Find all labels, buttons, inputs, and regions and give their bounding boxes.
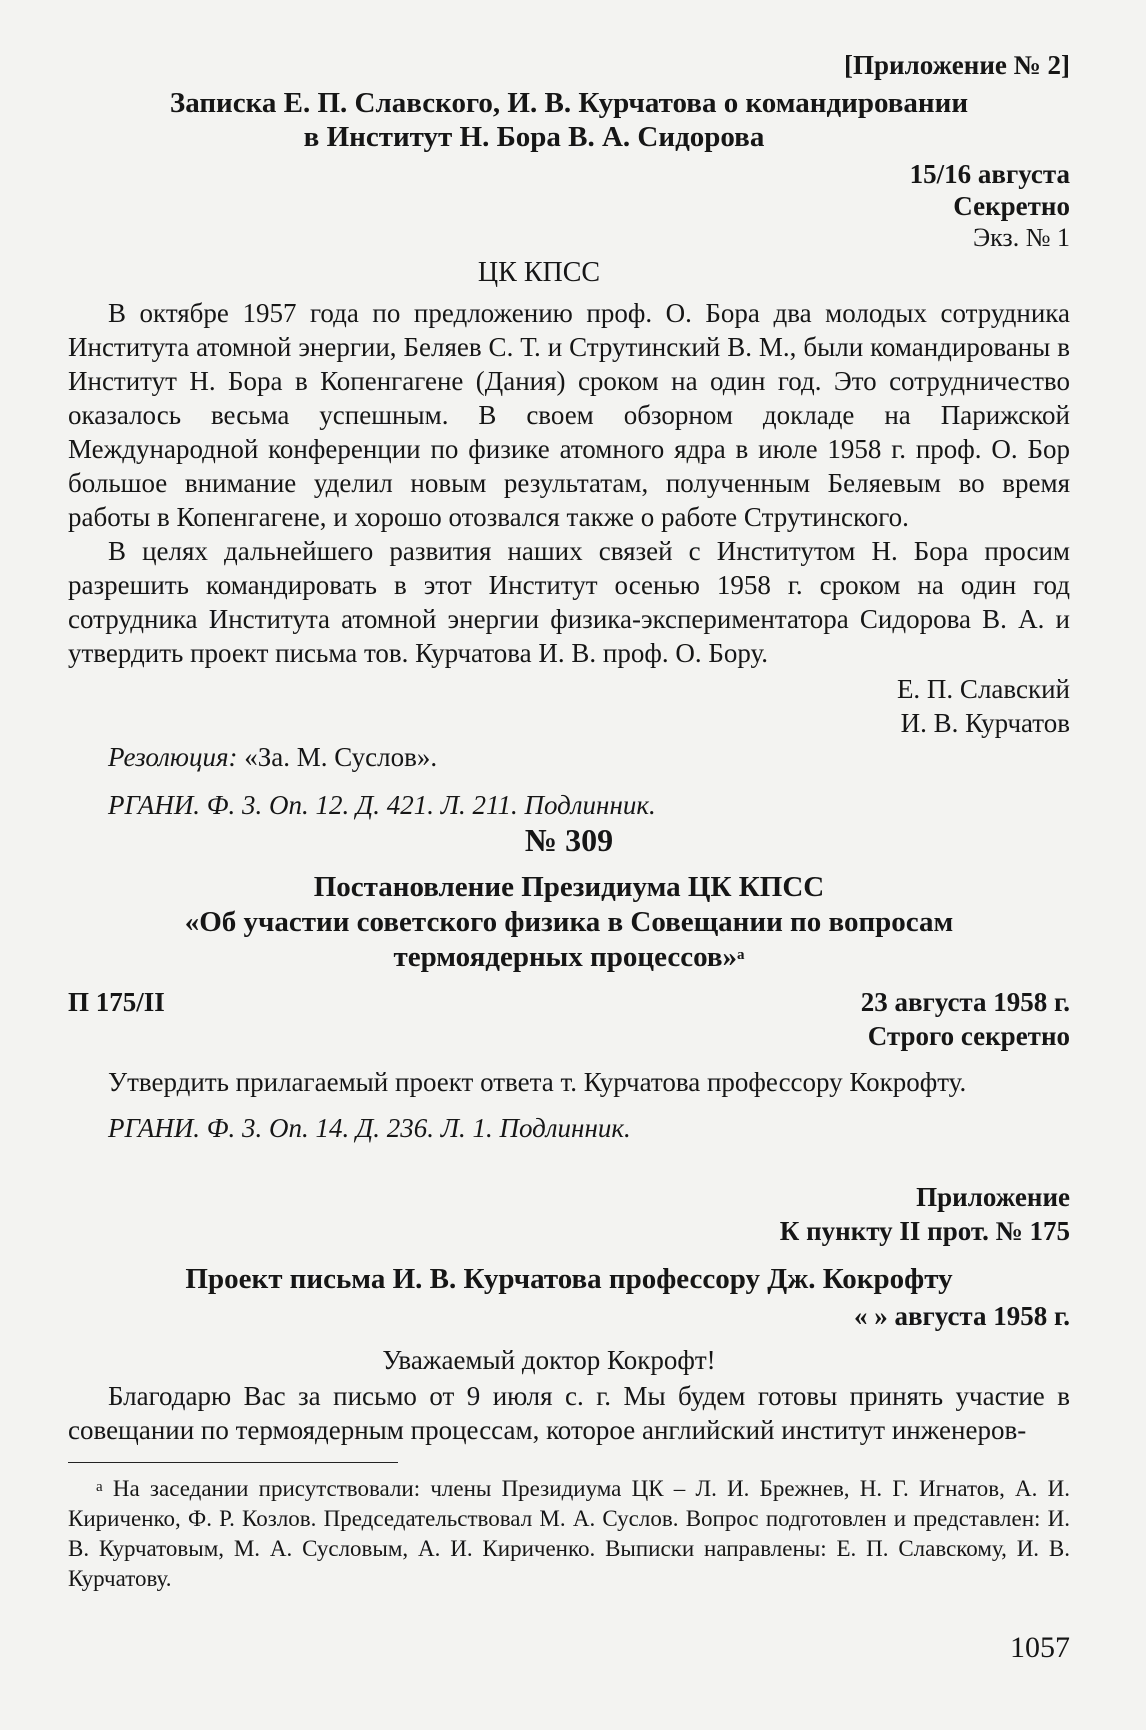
footnote-ref-marker: а — [737, 947, 745, 963]
doc-number: № 309 — [524, 822, 614, 858]
memo-paragraph-2: В целях дальнейшего развития наших связей с Институтом Н. Бора просим разрешить командировать в этот Институт осенью 1958 г. сроком на один год сотрудника Института атомной энергии физика-экспериментатора Сидорова В. А. и утвердить проект письма тов. Курчатова И. В. проф. О. Бору. — [68, 536, 1070, 668]
letter-paragraph: Благодарю Вас за письмо от 9 июля с. г. Мы будем готовы принять участие в совещании по термоядерным процессам, которое английский институт инженеров- — [68, 1381, 1070, 1445]
memo-addressee: ЦК КПСС — [477, 257, 601, 288]
memo-source: РГАНИ. Ф. 3. Оп. 12. Д. 421. Л. 211. Подлинник. — [108, 790, 656, 820]
memo-copy-number: Экз. № 1 — [972, 223, 1070, 252]
resolution-label: Резолюция: — [108, 742, 238, 772]
doc309-decision: Утвердить прилагаемый проект ответа т. Курчатова профессору Кокрофту. — [108, 1067, 967, 1097]
signature-kurchatov: И. В. Курчатов — [900, 708, 1070, 738]
letter-date: « » августа 1958 г. — [853, 1301, 1070, 1331]
doc309-classification: Строго секретно — [867, 1021, 1070, 1051]
doc309-date: 23 августа 1958 г. — [860, 987, 1070, 1017]
memo-date: 15/16 августа — [909, 159, 1070, 189]
letter-greeting: Уважаемый доктор Кокрофт! — [382, 1345, 716, 1375]
signature-slavsky: Е. П. Славский — [896, 674, 1070, 704]
memo-classification: Секретно — [953, 191, 1070, 221]
memo-title-line2: в Институт Н. Бора В. А. Сидорова — [303, 121, 765, 153]
letter-title: Проект письма И. В. Курчатова профессору Дж. Кокрофту — [185, 1263, 953, 1295]
memo-section — [68, 48, 1070, 822]
memo-title-line1: Записка Е. П. Славского, И. В. Курчатова о командировании — [169, 87, 969, 119]
footnote-section — [68, 1474, 1070, 1594]
footnote-marker: а — [96, 1479, 103, 1495]
doc309-title-line1: Постановление Президиума ЦК КПСС — [313, 871, 825, 903]
resolution — [68, 740, 1070, 774]
protocol-number: П 175/II — [68, 987, 165, 1017]
doc309-section — [68, 820, 1070, 1145]
appendix-label-1: Приложение — [916, 1182, 1070, 1212]
page-number: 1057 — [1010, 1631, 1070, 1664]
doc309-title-line3 — [68, 940, 1070, 975]
resolution-text: «За. М. Суслов». — [237, 742, 438, 772]
memo-paragraph-1: В октябре 1957 года по предложению проф. О. Бора два молодых сотрудника Института атомной энергии, Беляев С. Т. и Струтинский В. М., были командированы в Институт Н. Бора в Копенгагене (Дания) сроком на один год. Это сотрудничество оказалось весьма успешным. В своем обзорном докладе на Парижской Международной конференции по физике атомного ядра в июле 1958 г. проф. О. Бор большое внимание уделил новым результатам, полученным Беляевым во время работы в Копенгагене, и хорошо отозвался также о работе Струтинского. — [68, 298, 1070, 532]
appendix-label: [Приложение № 2] — [844, 50, 1070, 80]
footnote — [68, 1474, 1070, 1594]
doc309-meta — [68, 985, 1070, 1053]
footnote-text: На заседании присутствовали: члены Президиума ЦК – Л. И. Брежнев, Н. Г. Игнатов, А. И. Кириченко, Ф. Р. Козлов. Председательствовал М. А. Суслов. Вопрос подготовлен и представлен: И. В. Курчатовым, М. А. Сусловым, А. И. Кириченко. Выписки направлены: Е. П. Славскому, И. В. Курчатову. — [68, 1476, 1070, 1591]
doc309-source: РГАНИ. Ф. 3. Оп. 14. Д. 236. Л. 1. Подлинник. — [108, 1113, 631, 1143]
doc309-title-line3-text: термоядерных процессов» — [393, 941, 738, 973]
footnote-divider — [68, 1462, 398, 1463]
doc309-title-line2: «Об участии советского физика в Совещании по вопросам — [184, 906, 954, 938]
appendix-section — [68, 1180, 1070, 1447]
appendix-label-2: К пункту II прот. № 175 — [779, 1216, 1070, 1246]
